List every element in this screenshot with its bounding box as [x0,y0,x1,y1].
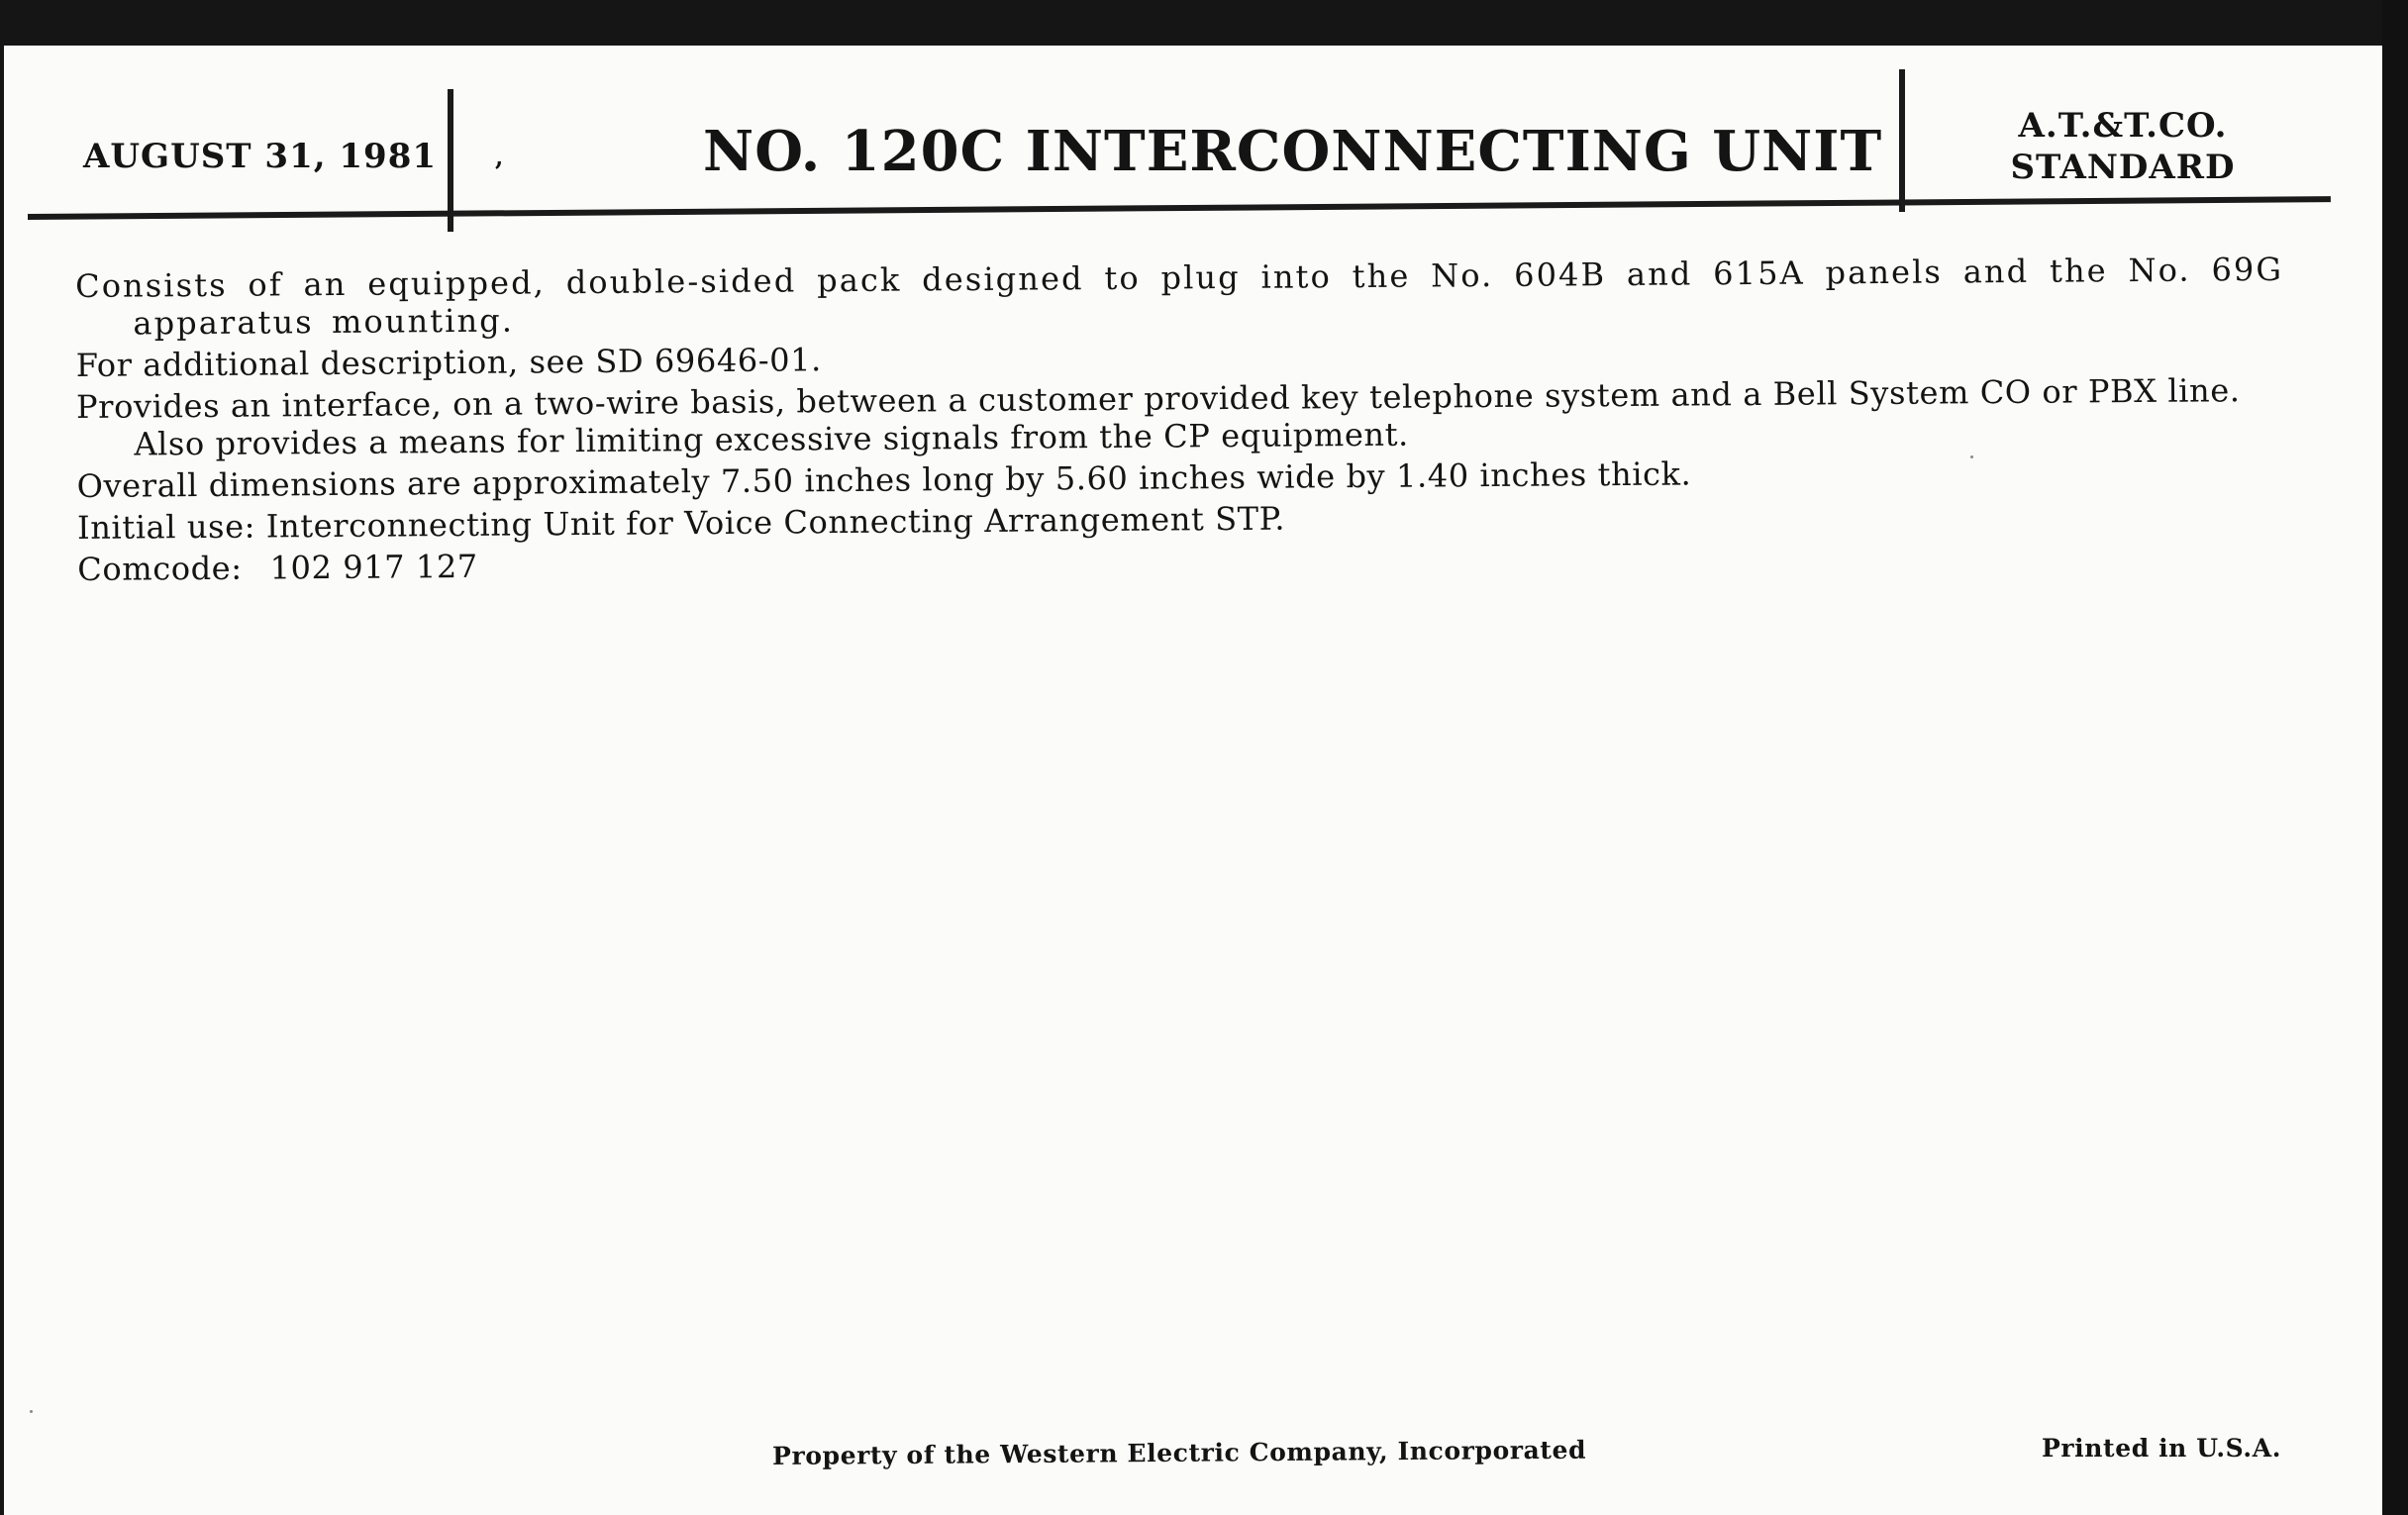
scan-speck [1970,455,1973,458]
printed-notice: Printed in U.S.A. [2042,1434,2282,1463]
standard-label-word: STANDARD [2010,148,2236,187]
issue-date: AUGUST 31, 1981 [83,137,438,176]
header-rule [28,196,2331,220]
comcode-value: 102 917 127 [269,547,478,587]
property-notice: Property of the Western Electric Company, Incorporated [772,1435,1587,1470]
header-divider-right [1899,69,1905,212]
standard-label-company: A.T.&T.CO. [2018,106,2228,146]
document-title: NO. 120C INTERCONNECTING UNIT [703,119,1883,184]
scan-speck [30,1410,33,1413]
description-paragraph: Initial use: Interconnecting Unit for Voice Connecting Arrangement STP. [76,499,1286,547]
standard-label [1974,105,2271,188]
description-paragraph: For additional description, see SD 69646-01. [75,341,823,384]
description-paragraph: Provides an interface, on a two-wire basis, between a customer provided key telephone system and a Bell System CO or PBX line. Also provides a means for limiting excessive signals from the CP equipment. [75,371,2241,463]
standard-card [4,46,2382,1515]
description-body [75,251,2295,588]
description-paragraph: Overall dimensions are approximately 7.50 inches long by 5.60 inches wide by 1.40 inches thick. [76,454,1692,505]
stray-mark: , [495,143,504,171]
scan-edge [2382,0,2408,1515]
comcode-label: Comcode: [77,549,243,588]
description-paragraph: Consists of an equipped, double-sided pack designed to plug into the No. 604B and 615A panels and the No. 69G apparatus mounting. [75,250,2284,343]
